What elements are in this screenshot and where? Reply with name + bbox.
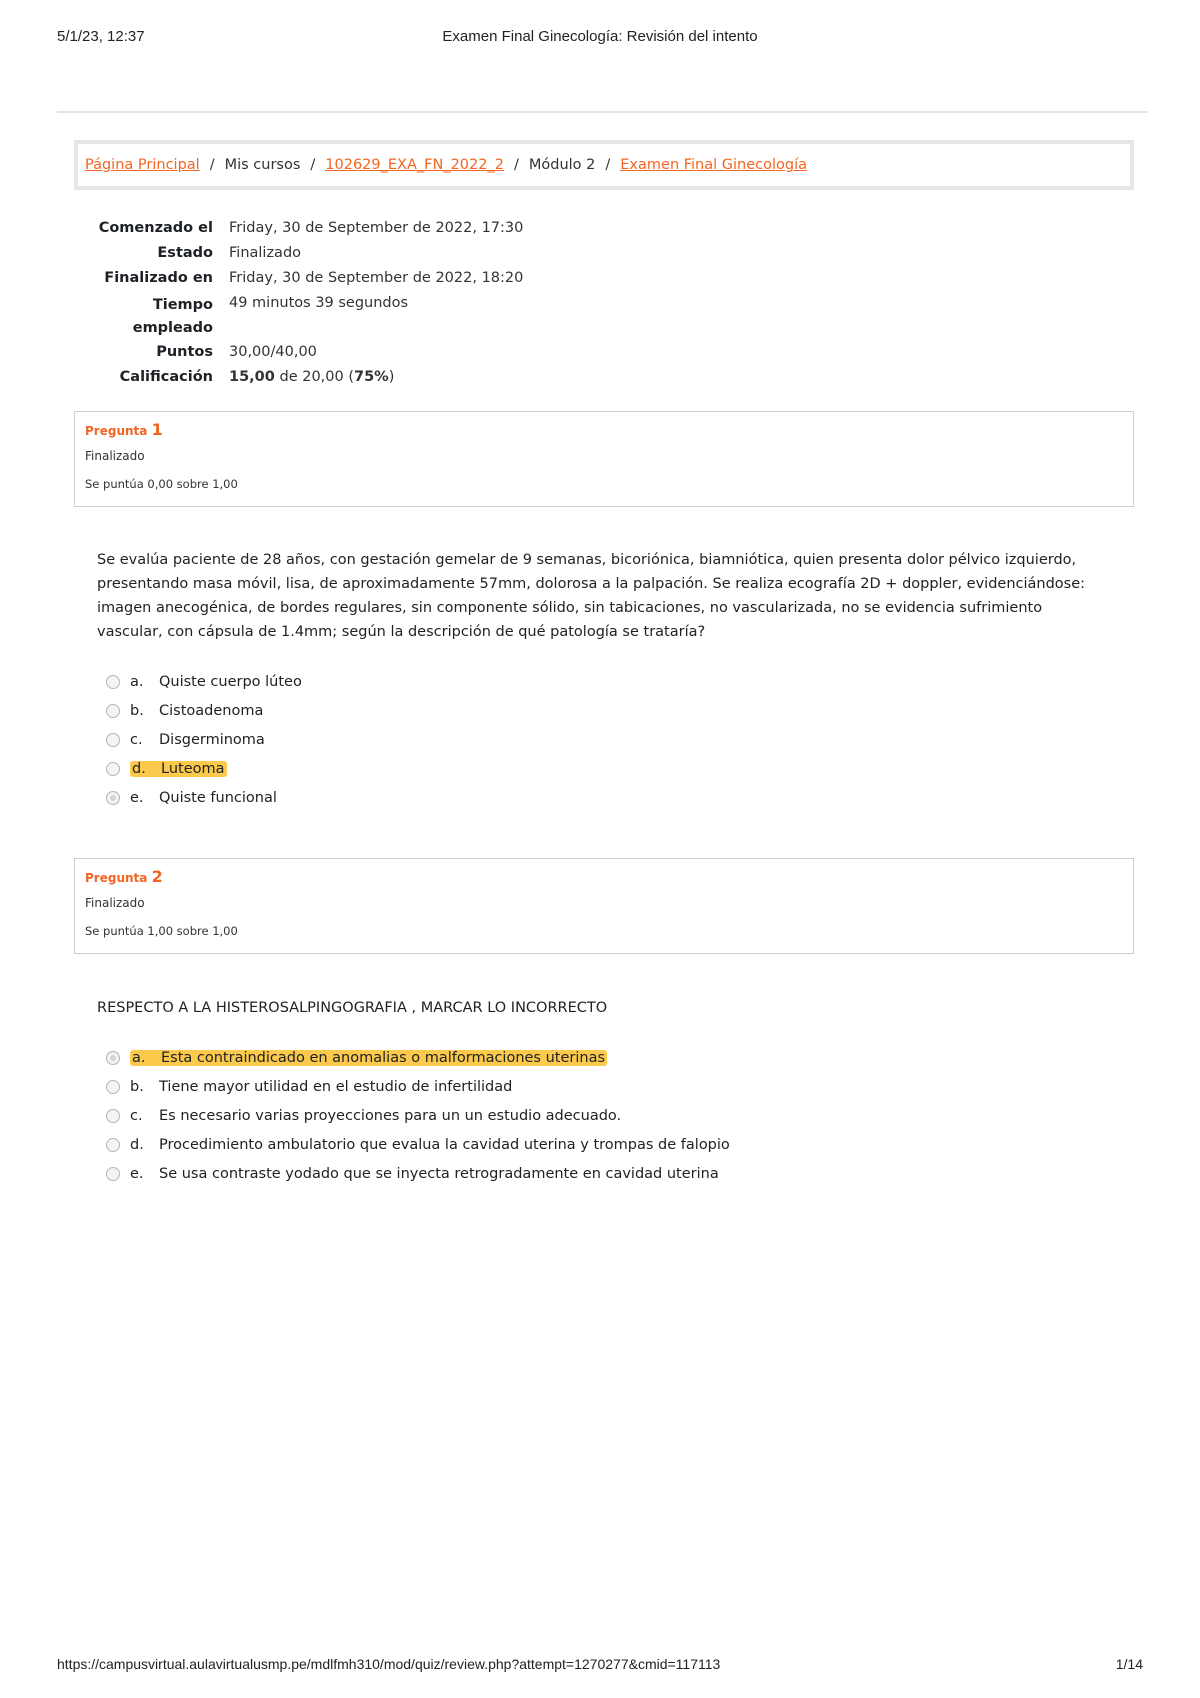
question-number: [85, 867, 1133, 886]
summary-row-time: [95, 294, 523, 340]
radio-button[interactable]: [106, 1138, 120, 1152]
answer-option[interactable]: [106, 1159, 730, 1188]
attempt-summary: [95, 219, 523, 393]
grade-score: 15,00: [229, 369, 275, 385]
question-number-value: 1: [151, 420, 163, 439]
header-divider: [57, 111, 1148, 113]
answer-text: Esta contraindicado en anomalias o malformaciones uterinas: [161, 1049, 606, 1066]
grade-out-of: de 20,00 (: [274, 369, 354, 385]
question-prefix: Pregunta: [85, 871, 148, 885]
summary-row-started: [95, 219, 523, 238]
answer-text: Procedimiento ambulatorio que evalua la cavidad uterina y trompas de falopio: [159, 1136, 730, 1153]
summary-value: 30,00/40,00: [229, 344, 317, 360]
summary-row-state: [95, 244, 523, 263]
answer-label: [130, 790, 277, 806]
grade-percent: 75%: [354, 369, 389, 385]
answer-option-selected[interactable]: [106, 783, 302, 812]
radio-button[interactable]: [106, 1109, 120, 1123]
radio-button[interactable]: [106, 675, 120, 689]
answer-text: Disgerminoma: [159, 731, 265, 748]
answer-list: [106, 667, 302, 812]
question-grade: Se puntúa 1,00 sobre 1,00: [85, 924, 238, 938]
summary-label: Comenzado el: [98, 220, 213, 236]
answer-label: [130, 1166, 719, 1182]
summary-label: Finalizado en: [104, 270, 213, 286]
summary-row-points: [95, 343, 523, 362]
radio-button[interactable]: [106, 1080, 120, 1094]
answer-option[interactable]: [106, 725, 302, 754]
summary-value: [229, 368, 394, 387]
answer-text: Cistoadenoma: [159, 702, 264, 719]
answer-text: Se usa contraste yodado que se inyecta retrogradamente en cavidad uterina: [159, 1165, 719, 1182]
radio-button-checked[interactable]: [106, 791, 120, 805]
radio-button[interactable]: [106, 704, 120, 718]
answer-label: [130, 674, 302, 690]
summary-label: Calificación: [119, 369, 213, 385]
summary-value: Friday, 30 de September de 2022, 18:20: [229, 270, 524, 286]
breadcrumb: [74, 140, 1134, 190]
summary-label-line: Tiempo: [152, 297, 213, 313]
question-info-2: [74, 858, 1134, 954]
answer-option[interactable]: [106, 1101, 730, 1130]
print-datetime: 5/1/23, 12:37: [57, 28, 145, 45]
summary-row-finished: [95, 269, 523, 288]
answer-letter: a.: [130, 673, 144, 690]
summary-label-line: empleado: [132, 320, 213, 336]
answer-text: Quiste cuerpo lúteo: [159, 673, 302, 690]
summary-label: [95, 294, 229, 340]
answer-label: [130, 1137, 730, 1153]
breadcrumb-my-courses: Mis cursos: [224, 157, 301, 173]
answer-label-highlighted: [130, 761, 227, 777]
summary-value: 49 minutos 39 segundos: [229, 295, 409, 311]
breadcrumb-home-link[interactable]: Página Principal: [85, 157, 200, 173]
print-url: https://campusvirtual.aulavirtualusmp.pe/mdlfmh310/mod/quiz/review.php?attempt=1270277&cmid=117113: [57, 1656, 721, 1672]
radio-button[interactable]: [106, 1167, 120, 1181]
answer-list: [106, 1043, 730, 1188]
breadcrumb-separator: /: [209, 157, 215, 173]
breadcrumb-separator: /: [513, 157, 519, 173]
summary-label: Puntos: [156, 344, 213, 360]
question-prefix: Pregunta: [85, 424, 148, 438]
print-page-title: Examen Final Ginecología: Revisión del intento: [442, 28, 758, 45]
summary-value: Friday, 30 de September de 2022, 17:30: [229, 220, 524, 236]
print-page-number: 1/14: [1115, 1656, 1143, 1672]
question-state: Finalizado: [85, 449, 145, 463]
question-state: Finalizado: [85, 896, 145, 910]
answer-letter: e.: [130, 789, 144, 806]
answer-option[interactable]: [106, 696, 302, 725]
breadcrumb-separator: /: [310, 157, 316, 173]
radio-button[interactable]: [106, 762, 120, 776]
answer-label: [130, 732, 265, 748]
answer-letter: e.: [130, 1165, 144, 1182]
question-grade: Se puntúa 0,00 sobre 1,00: [85, 477, 238, 491]
summary-value: Finalizado: [229, 245, 302, 261]
answer-option-selected[interactable]: [106, 1043, 730, 1072]
answer-letter: a.: [132, 1049, 146, 1066]
answer-letter: c.: [130, 731, 143, 748]
question-text: RESPECTO A LA HISTEROSALPINGOGRAFIA , MARCAR LO INCORRECTO: [97, 1000, 608, 1016]
radio-button-checked[interactable]: [106, 1051, 120, 1065]
answer-letter: d.: [130, 1136, 144, 1153]
breadcrumb-quiz-link[interactable]: Examen Final Ginecología: [620, 157, 808, 173]
answer-text: Tiene mayor utilidad en el estudio de infertilidad: [159, 1078, 513, 1095]
answer-letter: d.: [132, 760, 146, 777]
breadcrumb-module: Módulo 2: [528, 157, 596, 173]
breadcrumb-separator: /: [605, 157, 611, 173]
answer-label: [130, 703, 263, 719]
answer-text: Es necesario varias proyecciones para un un estudio adecuado.: [159, 1107, 622, 1124]
answer-text: Quiste funcional: [159, 789, 277, 806]
answer-letter: b.: [130, 1078, 144, 1095]
breadcrumb-course-link[interactable]: 102629_EXA_FN_2022_2: [325, 157, 504, 173]
summary-label: Estado: [157, 245, 213, 261]
radio-button[interactable]: [106, 733, 120, 747]
answer-option-correct[interactable]: [106, 754, 302, 783]
answer-label: [130, 1079, 512, 1095]
grade-close: ): [388, 369, 395, 385]
question-number-value: 2: [151, 867, 163, 886]
answer-option[interactable]: [106, 1072, 730, 1101]
question-text: Se evalúa paciente de 28 años, con gestación gemelar de 9 semanas, bicoriónica, biamniótica, quien presenta dolor pélvico izquierdo, presentando masa móvil, lisa, de aproximadamente 57mm, dolorosa a la palpación. Se realiza ecografía 2D + doppler, evidenciándose: imagen anecogénica, de bordes regulares, sin componente sólido, sin tabicaciones, no vascularizada, no se evidencia sufrimiento vascular, con cápsula de 1.4mm; según la descripción de qué patología se trataría?: [97, 552, 1086, 640]
question-number: [85, 420, 1133, 439]
answer-letter: b.: [130, 702, 144, 719]
answer-label: [130, 1108, 621, 1124]
answer-option[interactable]: [106, 1130, 730, 1159]
summary-row-grade: [95, 368, 523, 387]
answer-text: Luteoma: [161, 760, 225, 777]
question-info-1: [74, 411, 1134, 507]
answer-label-highlighted: [130, 1050, 607, 1066]
answer-option[interactable]: [106, 667, 302, 696]
answer-letter: c.: [130, 1107, 143, 1124]
